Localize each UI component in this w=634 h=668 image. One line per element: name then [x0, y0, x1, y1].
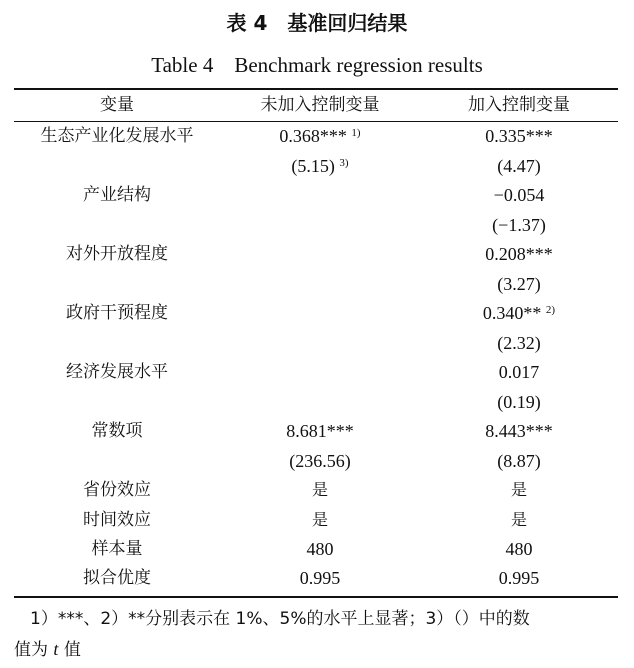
- footnote-marker: 2): [545, 304, 556, 316]
- row-label-text: 时间效应: [83, 510, 151, 530]
- cell-with-controls-text: 0.335***: [485, 126, 553, 146]
- cell-without-controls-text: 是: [311, 510, 328, 529]
- cell-with-controls: [420, 417, 618, 445]
- cell-with-controls: [420, 564, 618, 592]
- cell-with-controls-text: (4.47): [497, 156, 541, 176]
- cell-without-controls-text: 0.995: [299, 568, 341, 588]
- cell-without-controls: [220, 122, 420, 150]
- cell-with-controls: [420, 152, 618, 180]
- row-label-text: 样本量: [91, 539, 143, 559]
- row-label: [14, 358, 220, 386]
- note-t-symbol: t: [53, 639, 59, 659]
- row-label: [14, 506, 220, 534]
- cell-with-controls: [420, 270, 618, 298]
- row-label-text: 政府干预程度: [66, 303, 168, 323]
- cell-with-controls: [420, 211, 618, 239]
- cell-with-controls-text: (3.27): [497, 274, 541, 294]
- cell-with-controls: [420, 358, 618, 386]
- table-caption-cn: 表 4 基准回归结果: [226, 11, 408, 35]
- cell-with-controls-text: (0.19): [497, 392, 541, 412]
- row-label: [14, 181, 220, 209]
- row-label: [14, 240, 220, 268]
- cell-with-controls: [420, 476, 618, 504]
- cell-with-controls: [420, 240, 618, 268]
- row-label: [14, 476, 220, 504]
- cell-with-controls-text: 0.995: [498, 568, 540, 588]
- cell-with-controls-text: 0.017: [498, 362, 540, 382]
- cell-without-controls-text: (5.15): [291, 156, 335, 176]
- cell-with-controls-text: 是: [510, 480, 527, 499]
- header-without-controls: 未加入控制变量: [260, 95, 380, 115]
- cell-without-controls: [220, 564, 420, 592]
- table-top-rule: [14, 88, 618, 90]
- row-label: [14, 299, 220, 327]
- row-label: [14, 122, 220, 150]
- cell-without-controls: [220, 535, 420, 563]
- cell-with-controls: [420, 122, 618, 150]
- row-label-text: 对外开放程度: [66, 244, 168, 264]
- row-label-text: 经济发展水平: [66, 362, 168, 382]
- cell-with-controls: [420, 506, 618, 534]
- cell-without-controls-text: 480: [306, 539, 334, 559]
- cell-with-controls-text: 是: [510, 510, 527, 529]
- cell-with-controls-text: −0.054: [493, 185, 545, 205]
- cell-with-controls: [420, 447, 618, 475]
- cell-without-controls: [220, 476, 420, 504]
- cell-with-controls: [420, 299, 618, 327]
- cell-without-controls: [220, 447, 420, 475]
- cell-with-controls: [420, 388, 618, 416]
- row-label-text: 省份效应: [83, 480, 151, 500]
- table-bottom-rule: [14, 596, 618, 598]
- row-label-text: 生态产业化发展水平: [40, 126, 194, 146]
- header-variable: 变量: [100, 95, 134, 115]
- row-label-text: 常数项: [91, 421, 143, 441]
- footnote-marker: 3): [339, 157, 349, 169]
- cell-with-controls-text: 480: [505, 539, 533, 559]
- cell-with-controls-text: 0.340**: [482, 303, 542, 323]
- cell-with-controls-text: (8.87): [497, 451, 541, 471]
- cell-with-controls-text: (−1.37): [492, 215, 546, 235]
- note-line-1: 1）***、2）**分别表示在 1%、5%的水平上显著；3）（）中的数: [30, 609, 530, 629]
- cell-with-controls-text: 8.443***: [485, 421, 553, 441]
- table-caption-en: Table 4 Benchmark regression results: [151, 53, 483, 77]
- row-label-text: 拟合优度: [83, 568, 151, 588]
- cell-without-controls: [220, 152, 420, 180]
- cell-with-controls: [420, 535, 618, 563]
- note-line-2-suffix: 值: [58, 640, 81, 660]
- row-label: [14, 564, 220, 592]
- row-label-text: 产业结构: [83, 185, 151, 205]
- row-label: [14, 417, 220, 445]
- footnote-marker: 1): [351, 127, 361, 139]
- cell-without-controls-text: 8.681***: [286, 421, 354, 441]
- cell-with-controls: [420, 181, 618, 209]
- cell-with-controls: [420, 329, 618, 357]
- cell-without-controls-text: (236.56): [289, 451, 351, 471]
- cell-without-controls: [220, 417, 420, 445]
- cell-without-controls-text: 是: [311, 480, 328, 499]
- cell-with-controls-text: (2.32): [497, 333, 541, 353]
- note-line-2-prefix: 值为: [14, 640, 54, 660]
- header-with-controls: 加入控制变量: [468, 95, 570, 115]
- cell-with-controls-text: 0.208***: [485, 244, 553, 264]
- cell-without-controls-text: 0.368***: [279, 126, 347, 146]
- note-line-2: [14, 634, 622, 665]
- cell-without-controls: [220, 506, 420, 534]
- table-notes: [14, 604, 622, 665]
- row-label: [14, 535, 220, 563]
